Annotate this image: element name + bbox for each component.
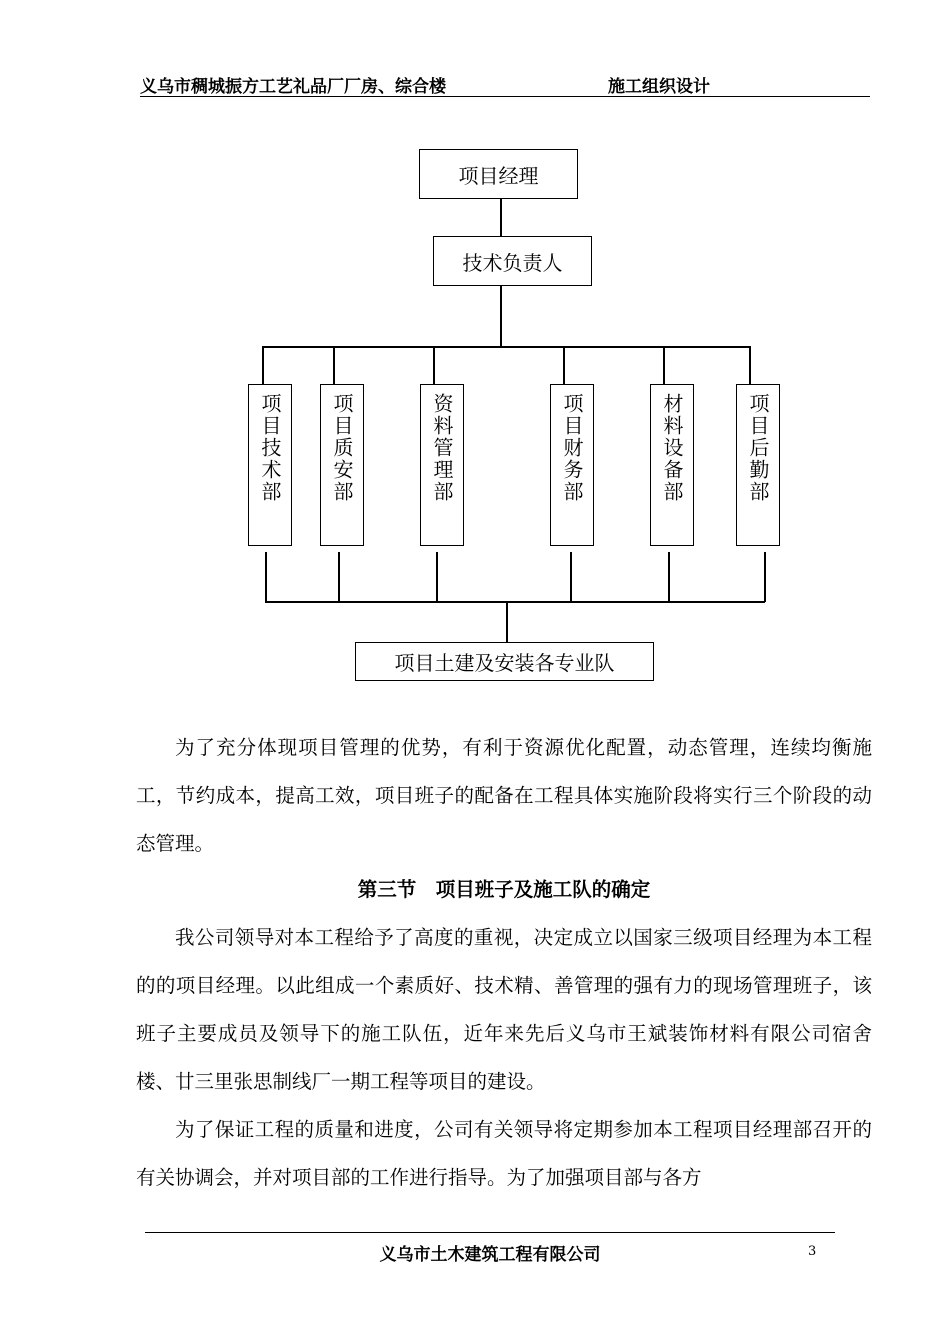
- connector-line: [265, 552, 267, 602]
- chart-box-technical-lead: [433, 236, 592, 286]
- chart-box-dept-materials: [650, 384, 694, 546]
- dept-label: 材料设备部: [660, 393, 684, 503]
- connector-bus-bottom: [265, 601, 765, 603]
- connector-line: [749, 346, 751, 384]
- chart-box-project-manager: [419, 149, 578, 199]
- chart-box-label: 项目土建及安装各专业队: [394, 651, 615, 675]
- connector-line: [563, 346, 565, 384]
- connector-line: [500, 199, 502, 236]
- connector-line: [764, 552, 766, 602]
- chart-box-label: 项目经理: [458, 163, 539, 188]
- connector-line: [338, 552, 340, 602]
- footer-company: 义乌市土木建筑工程有限公司: [379, 1245, 601, 1265]
- paragraph: 为了保证工程的质量和进度，公司有关领导将定期参加本工程项目经理部召开的有关协调会，并对项目部的工作进行指导。为了加强项目部与各方: [136, 1118, 872, 1189]
- section-heading: 第三节 项目班子及施工队的确定: [357, 878, 651, 901]
- chart-box-dept-documents: [420, 384, 464, 546]
- chart-box-dept-finance: [550, 384, 594, 546]
- dept-label: 项目质安部: [330, 393, 354, 503]
- connector-line: [262, 346, 264, 384]
- connector-line: [668, 552, 670, 602]
- dept-label: 项目财务部: [560, 393, 584, 503]
- page-number: 3: [808, 1244, 817, 1259]
- header-rule: [140, 96, 870, 97]
- chart-box-label: 技术负责人: [462, 250, 563, 275]
- connector-bus-top: [262, 346, 750, 348]
- paragraph: 我公司领导对本工程给予了高度的重视，决定成立以国家三级项目经理为本工程的的项目经理。以此组成一个素质好、技术精、善管理的强有力的现场管理班子，该班子主要成员及领导下的施工队伍，近年来先后义乌市王斌装饰材料有限公司宿舍楼、廿三里张思制线厂一期工程等项目的建设。: [136, 926, 872, 1093]
- connector-line: [500, 286, 502, 346]
- connector-line: [570, 552, 572, 602]
- header-project-title: 义乌市稠城振方工艺礼品厂厂房、综合楼: [140, 77, 446, 97]
- chart-box-construction-teams: [355, 642, 654, 681]
- connector-line: [333, 346, 335, 384]
- footer-rule: [145, 1232, 835, 1233]
- page-header: [140, 72, 870, 96]
- dept-label: 项目技术部: [258, 393, 282, 503]
- dept-label: 资料管理部: [430, 393, 454, 503]
- chart-box-dept-technical: [248, 384, 292, 546]
- connector-line: [433, 346, 435, 384]
- header-doc-type: 施工组织设计: [608, 77, 710, 97]
- connector-line: [436, 552, 438, 602]
- connector-line: [506, 601, 508, 642]
- paragraph: 为了充分体现项目管理的优势，有利于资源优化配置，动态管理，连续均衡施工，节约成本，提高工效，项目班子的配备在工程具体实施阶段将实行三个阶段的动态管理。: [136, 736, 872, 855]
- connector-line: [663, 346, 665, 384]
- chart-box-dept-logistics: [736, 384, 780, 546]
- dept-label: 项目后勤部: [746, 393, 770, 503]
- chart-box-dept-quality-safety: [320, 384, 364, 546]
